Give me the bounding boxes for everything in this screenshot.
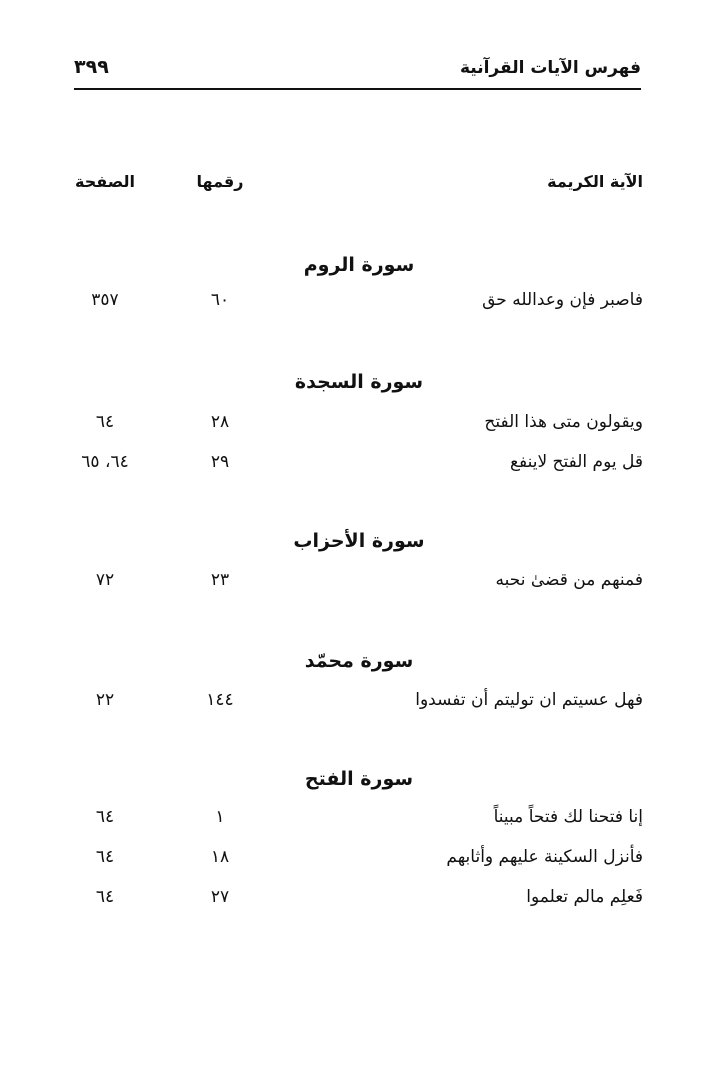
surah-title: سورة السجدة [294,371,424,393]
page-reference: ٦٤ [95,887,115,907]
page-reference: ٦٤، ٦٥ [81,452,129,472]
page-reference: ٧٢ [95,570,115,590]
verse-text: إنا فتحنا لك فتحاً مبيناً [493,807,643,827]
column-header-number: رقمها [196,172,244,191]
index-row [0,805,713,835]
index-row [0,568,713,598]
verse-number: ١٨ [210,847,230,867]
verse-number: ٢٧ [210,887,230,907]
page-number: ٣٩٩ [74,56,109,78]
verse-text: ويقولون متى هذا الفتح [484,412,643,432]
verse-number: ٢٨ [210,412,230,432]
surah-title: سورة الأحزاب [293,530,425,552]
surah-title: سورة الفتح [304,768,414,790]
index-row [0,288,713,318]
verse-number: ١ [215,807,225,827]
page-reference: ٢٢ [95,690,115,710]
verse-text: فمنهم من قضىٰ نحبه [495,570,643,590]
verse-number: ٦٠ [210,290,230,310]
surah-title: سورة محمّد [304,650,414,672]
surah-title: سورة الروم [303,254,415,276]
page-reference: ٦٤ [95,847,115,867]
page-reference: ٣٥٧ [91,290,119,310]
verse-text: قل يوم الفتح لاينفع [509,452,643,472]
index-row [0,410,713,440]
index-row [0,885,713,915]
verse-number: ٢٩ [210,452,230,472]
column-header-row [0,172,713,198]
index-row [0,845,713,875]
index-row [0,450,713,480]
verse-number: ٢٣ [210,570,230,590]
verse-text: فهل عسيتم ان توليتم أن تفسدوا [415,690,643,710]
verse-text: فأنزل السكينة عليهم وأثابهم [446,847,643,867]
verse-text: فاصبر فإن وعدالله حق [482,290,643,310]
running-title: فهرس الآيات القرآنية [459,58,641,78]
page-reference: ٦٤ [95,807,115,827]
page-header [74,52,641,90]
index-row [0,688,713,718]
column-header-page: الصفحة [74,172,135,191]
verse-number: ١٤٤ [206,690,234,710]
page-reference: ٦٤ [95,412,115,432]
verse-text: فَعلِم مالم تعلموا [526,887,643,907]
column-header-verse: الآية الكريمة [547,172,643,191]
